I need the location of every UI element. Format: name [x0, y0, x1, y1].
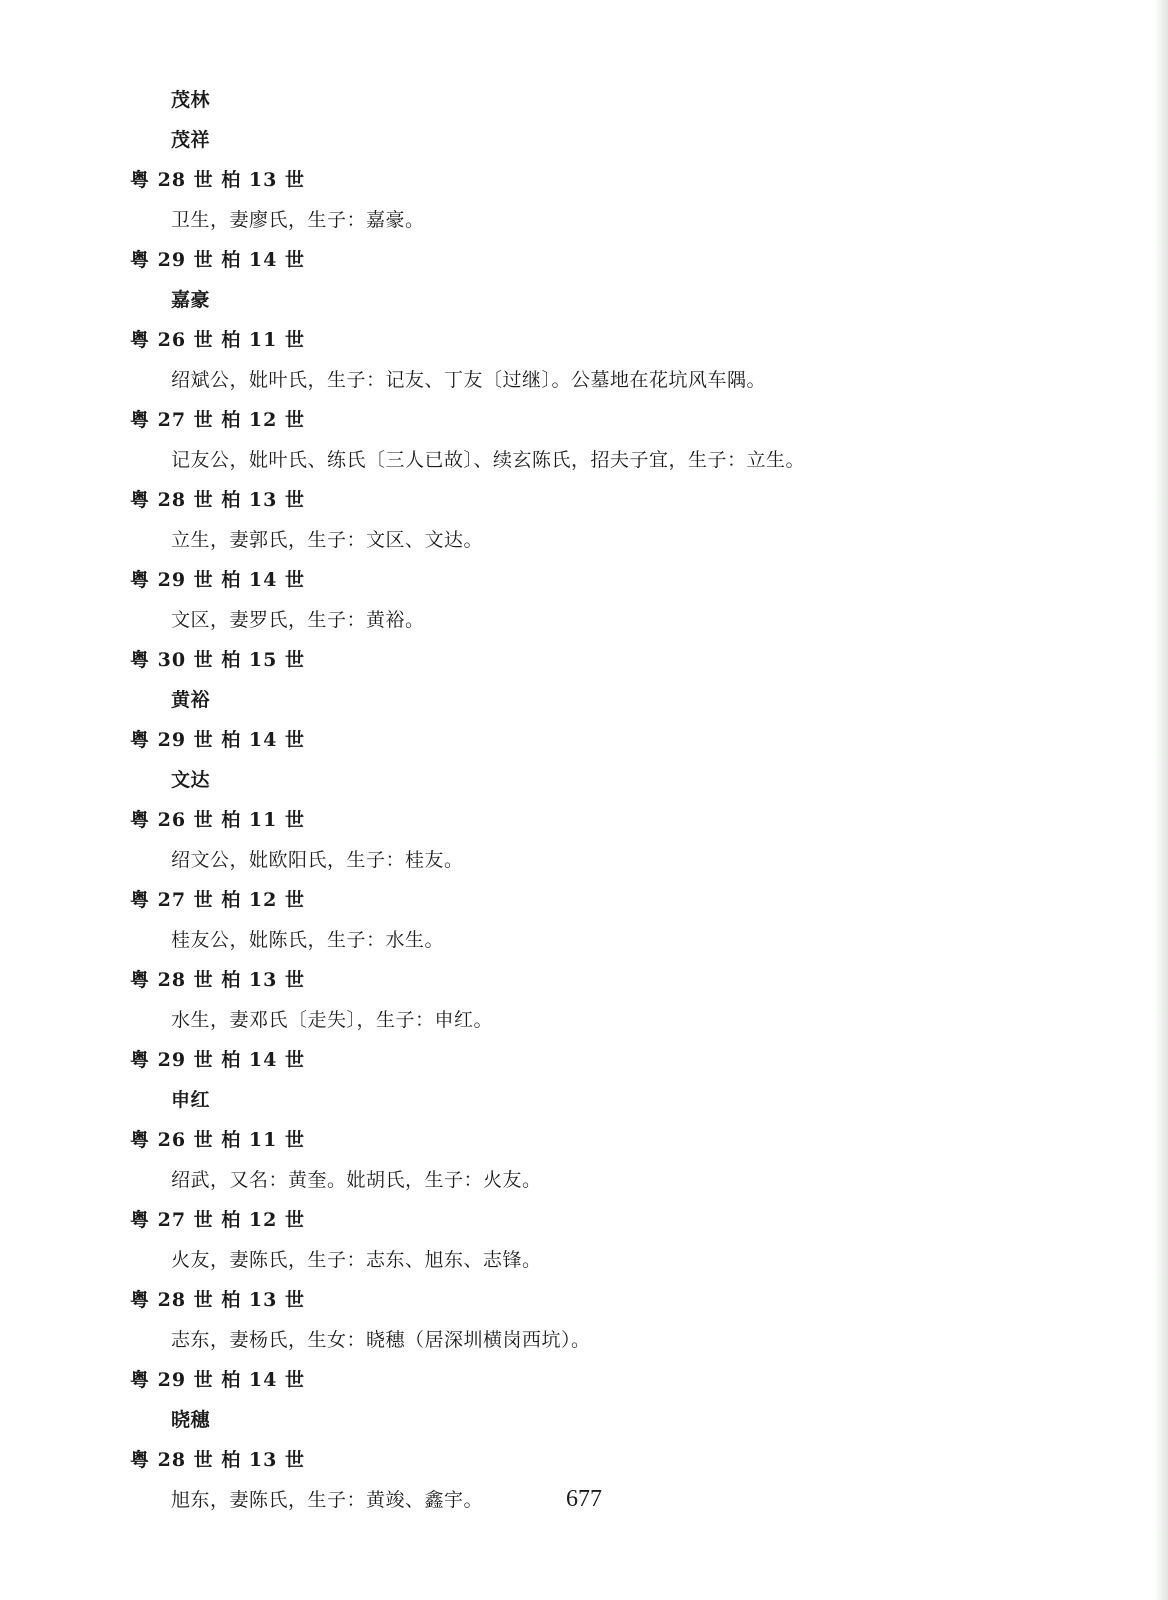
scan-edge	[1154, 0, 1168, 1600]
generation-heading: 粤 29 世 柏 14 世	[130, 1049, 305, 1071]
person-name: 晓穗	[171, 1409, 211, 1431]
person-entry: 记友公，妣叶氏、练氏〔三人已故〕、续玄陈氏，招夫子宜，生子：立生。	[171, 449, 806, 471]
generation-heading: 粤 28 世 柏 13 世	[130, 1289, 305, 1311]
person-name: 黄裕	[171, 689, 211, 711]
person-entry: 文区，妻罗氏，生子：黄裕。	[171, 609, 425, 631]
person-name: 文达	[171, 769, 211, 791]
person-entry: 绍武，又名：黄奎。妣胡氏，生子：火友。	[171, 1169, 542, 1191]
person-entry: 桂友公，妣陈氏，生子：水生。	[171, 929, 445, 951]
person-entry: 火友，妻陈氏，生子：志东、旭东、志锋。	[171, 1249, 542, 1271]
generation-heading: 粤 29 世 柏 14 世	[130, 1369, 305, 1391]
person-name: 茂祥	[171, 129, 211, 151]
generation-heading: 粤 26 世 柏 11 世	[130, 809, 305, 831]
person-entry: 卫生，妻廖氏，生子：嘉豪。	[171, 209, 425, 231]
generation-heading: 粤 29 世 柏 14 世	[130, 569, 305, 591]
person-entry: 旭东，妻陈氏，生子：黄竣、鑫宇。	[171, 1489, 484, 1511]
generation-heading: 粤 30 世 柏 15 世	[130, 649, 305, 671]
person-name: 嘉豪	[171, 289, 211, 311]
person-entry: 水生，妻邓氏〔走失〕，生子：申红。	[171, 1009, 494, 1031]
page-number: 677	[566, 1486, 602, 1512]
person-entry: 志东，妻杨氏，生女：晓穗（居深圳横岗西坑）。	[171, 1329, 591, 1351]
generation-heading: 粤 29 世 柏 14 世	[130, 249, 305, 271]
generation-heading: 粤 26 世 柏 11 世	[130, 1129, 305, 1151]
generation-heading: 粤 26 世 柏 11 世	[130, 329, 305, 351]
generation-heading: 粤 28 世 柏 13 世	[130, 1449, 305, 1471]
person-entry: 绍斌公，妣叶氏，生子：记友、丁友〔过继〕。公墓地在花坑风车隅。	[171, 369, 767, 391]
generation-heading: 粤 27 世 柏 12 世	[130, 409, 305, 431]
generation-heading: 粤 27 世 柏 12 世	[130, 889, 305, 911]
generation-heading: 粤 27 世 柏 12 世	[130, 1209, 305, 1231]
person-entry: 绍文公，妣欧阳氏，生子：桂友。	[171, 849, 464, 871]
generation-heading: 粤 28 世 柏 13 世	[130, 489, 305, 511]
generation-heading: 粤 28 世 柏 13 世	[130, 969, 305, 991]
genealogy-entries	[0, 80, 1168, 1520]
generation-heading: 粤 28 世 柏 13 世	[130, 169, 305, 191]
generation-heading: 粤 29 世 柏 14 世	[130, 729, 305, 751]
person-name: 申红	[171, 1089, 211, 1111]
person-entry: 立生，妻郭氏，生子：文区、文达。	[171, 529, 484, 551]
person-name: 茂林	[171, 89, 211, 111]
